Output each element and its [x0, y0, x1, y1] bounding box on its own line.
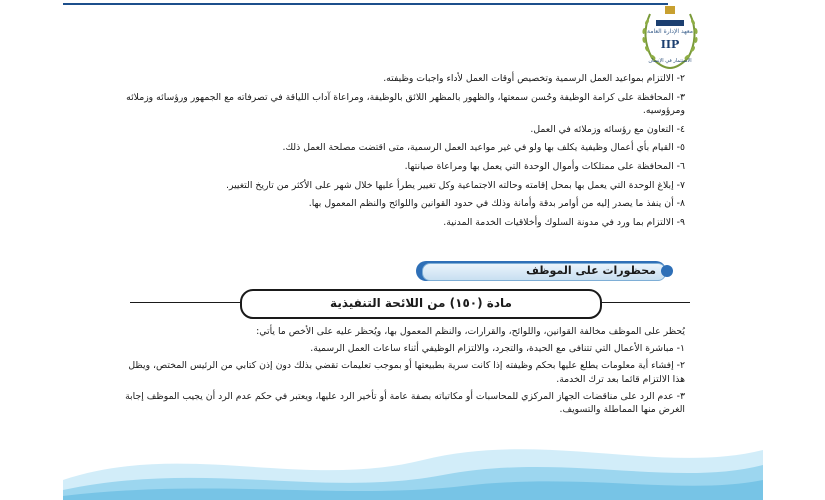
prohibition-item: ١- مباشرة الأعمال التي تتنافى مع الحيدة، والتجرد، والالتزام الوظيفي أثناء ساعات العمل الرسمية. — [310, 343, 685, 355]
banner-label: محظورات على الموظف — [526, 264, 656, 277]
banner-dot-icon — [661, 265, 673, 277]
duties-list — [85, 72, 685, 234]
duty-item: ٢- الالتزام بمواعيد العمل الرسمية وتخصيص أوقات العمل لأداء واجبات وظيفته. — [383, 73, 685, 84]
decorative-waves — [63, 420, 763, 500]
logo-arabic-text: معهد الإدارة العامة — [647, 28, 693, 35]
institute-logo — [636, 2, 704, 72]
duty-item: ٣- المحافظة على كرامة الوظيفة وحُسن سمعتها، والظهور بالمظهر اللائق بالوظيفة، ومراعاة آداب اللياقة في تصرفاته مع الجمهور ورؤسائه وزملائه ومرؤوسيه. — [126, 91, 685, 117]
duty-item: ٦- المحافظة على ممتلكات وأموال الوحدة التي يعمل بها ومراعاة صيانتها. — [404, 160, 685, 172]
top-rule — [63, 3, 668, 5]
duty-item: ٩- الالتزام بما ورد في مدونة السلوك وأخلاقيات الخدمة المدنية. — [443, 216, 685, 228]
prohibition-item: ٣- عدم الرد على مناقضات الجهاز المركزي للمحاسبات أو مكاتباته بصفة عامة أو تأخير الرد عليها، ويعتبر في حكم عدم الرد أن يجيب الموظف إجابة الغرض منها المماطلة والتسويف. — [125, 390, 685, 416]
article-label: مادة (١٥٠) من اللائحة التنفيذية — [330, 296, 512, 310]
duty-item: ٨- أن ينفذ ما يصدر إليه من أوامر بدقة وأمانة وذلك في حدود القوانين واللوائح والنظم المعمول بها. — [308, 198, 685, 210]
article-heading — [240, 289, 602, 319]
prohibition-item: ٢- إفشاء أية معلومات يطلع عليها بحكم وظيفته إذا كانت سرية بطبيعتها أو بموجب تعليمات تقضي بذلك دون إذن كتابي من الرئيس المختص، ويظل هذا الالتزام قائما بعد ترك الخدمة. — [128, 360, 685, 385]
duty-item: ٧- إبلاغ الوحدة التي يعمل بها بمحل إقامته وحالته الاجتماعية وكل تغيير يطرأ عليها خلال شهر على الأكثر من تاريخ التغيير. — [226, 179, 685, 191]
logo-subtitle: الاستثمار في الإنسان — [648, 58, 692, 64]
section-banner — [416, 261, 676, 281]
prohibition-intro: يُحظر على الموظف مخالفة القوانين، واللوائح، والقرارات، والنظم المعمول بها، ويُحظر عليه على الأخص ما يأتي: — [256, 326, 685, 337]
duty-item: ٥- القيام بأي أعمال وظيفية يكلف بها ولو في غير مواعيد العمل الرسمية، متى اقتضت مصلحة العمل ذلك. — [282, 142, 685, 154]
duty-item: ٤- التعاون مع رؤسائه وزملائه في العمل. — [530, 123, 685, 135]
prohibitions-list — [115, 325, 685, 420]
article-rule-right — [602, 302, 690, 303]
article-rule-left — [130, 302, 240, 303]
logo-title: IIP — [660, 38, 680, 51]
